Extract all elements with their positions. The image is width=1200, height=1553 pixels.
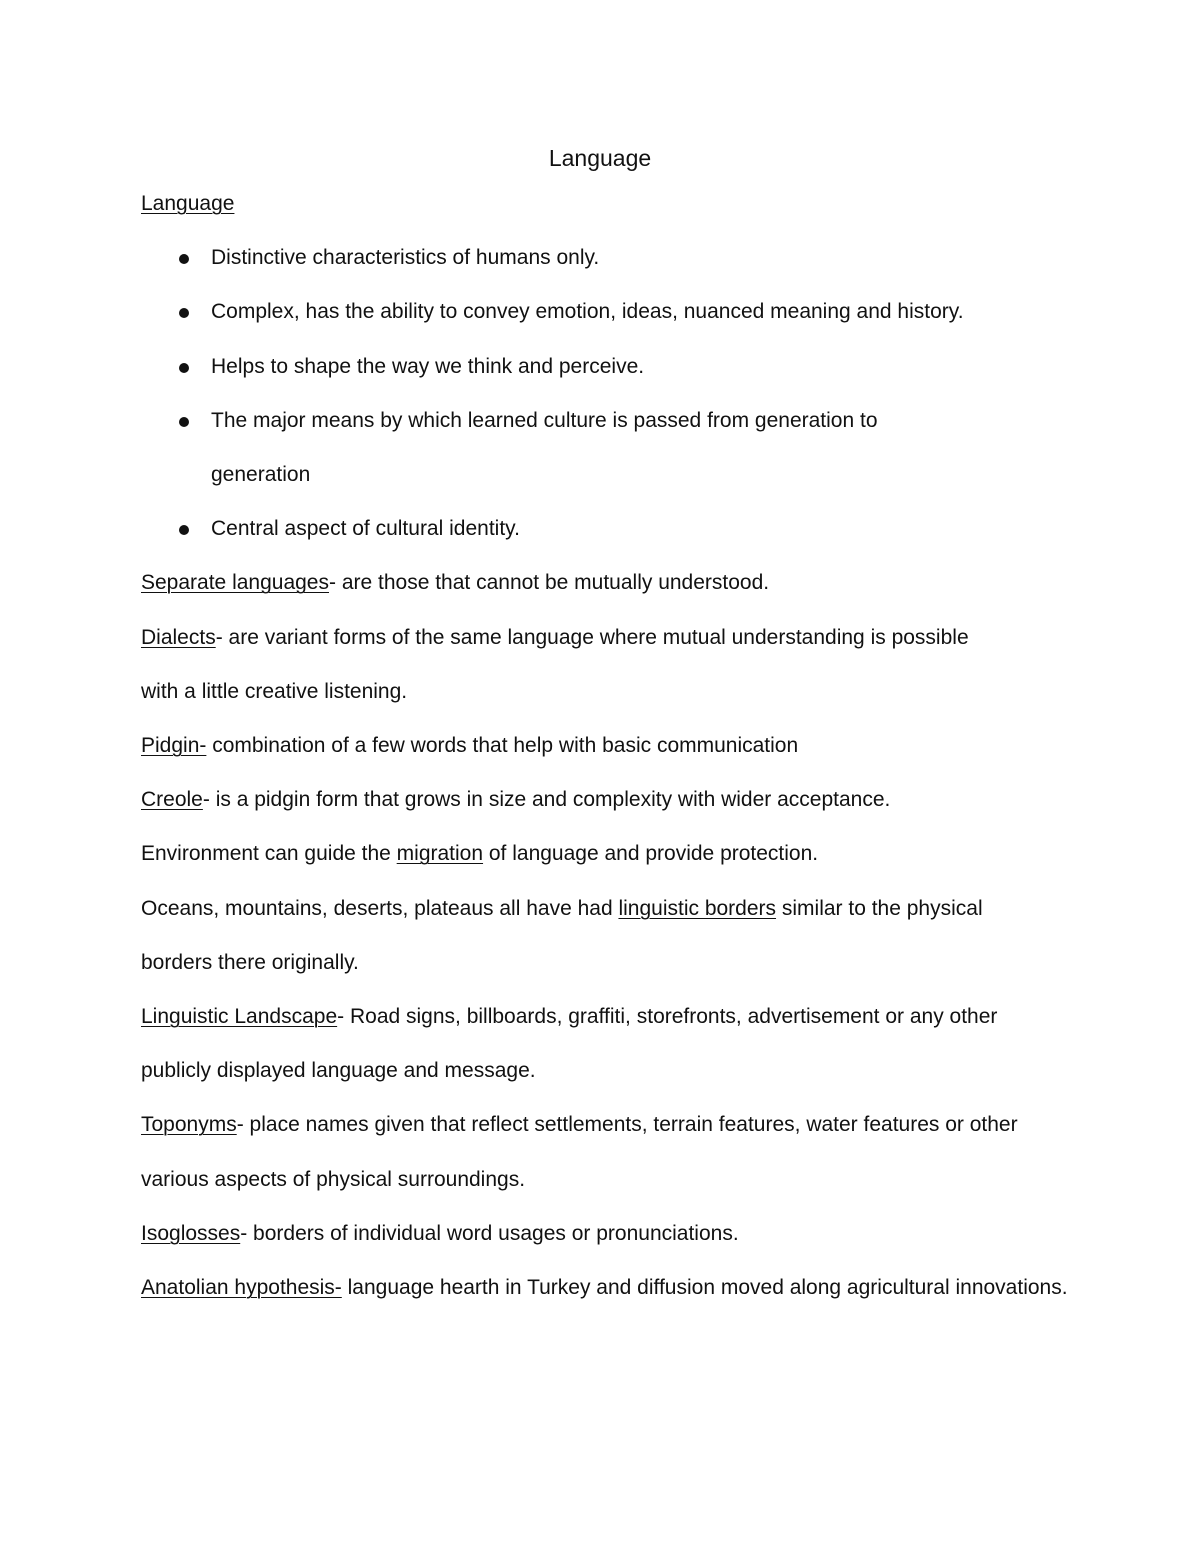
- definition-paragraph: [141, 990, 1071, 1098]
- bullet-text: Distinctive characteristics of humans only.: [211, 246, 600, 270]
- bullet-icon: [179, 525, 189, 535]
- bullet-item: [141, 231, 1071, 285]
- section-heading: Language: [141, 192, 235, 215]
- bullet-text: Complex, has the ability to convey emotion, ideas, nuanced meaning and history.: [211, 300, 964, 324]
- definition-paragraph: [141, 1207, 1071, 1261]
- definition-term: Pidgin-: [141, 734, 207, 758]
- paragraph-text: - borders of individual word usages or pronunciations.: [240, 1221, 739, 1245]
- definition-term: Toponyms: [141, 1113, 237, 1137]
- bullet-icon: [179, 363, 189, 373]
- paragraph-text: of language and provide protection.: [483, 842, 819, 866]
- definition-term: Separate languages: [141, 571, 329, 595]
- bullet-icon: [179, 417, 189, 427]
- paragraph-text: - Road signs, billboards, graffiti, storefronts, advertisement or any other publicly displayed language and message.: [141, 1005, 998, 1083]
- definition-term: migration: [396, 842, 484, 866]
- paragraph-text: - is a pidgin form that grows in size and complexity with wider acceptance.: [202, 788, 891, 812]
- bullet-item: [141, 340, 1071, 394]
- definition-term: Dialects: [141, 625, 216, 649]
- definition-term: Anatolian hypothesis-: [141, 1276, 342, 1300]
- definition-paragraph: [141, 773, 1071, 827]
- paragraph-text: - are those that cannot be mutually understood.: [329, 571, 770, 595]
- document-title: Language: [548, 145, 652, 171]
- definition-paragraph: [141, 611, 1071, 719]
- paragraph-text: Oceans, mountains, deserts, plateaus all have had: [141, 896, 619, 920]
- bullet-item: [141, 394, 1071, 502]
- bullet-icon: [179, 308, 189, 318]
- paragraph-text: combination of a few words that help with basic communication: [206, 734, 799, 758]
- bullet-text: Central aspect of cultural identity.: [211, 517, 520, 541]
- bullet-icon: [179, 254, 189, 264]
- definition-paragraph: [141, 1098, 1071, 1206]
- bullet-item: [141, 502, 1071, 556]
- paragraph-text: language hearth in Turkey and diffusion moved along agricultural innovations.: [341, 1276, 1068, 1300]
- paragraph-text: - are variant forms of the same language where mutual understanding is possible with a little creative listening.: [141, 625, 969, 703]
- definition-term: Linguistic Landscape: [141, 1005, 338, 1029]
- definition-paragraph: [141, 1261, 1071, 1315]
- paragraph-text: Environment can guide the: [141, 842, 397, 866]
- definition-term: linguistic borders: [618, 896, 777, 920]
- definition-term: Isoglosses: [141, 1221, 241, 1245]
- definition-paragraph: [141, 882, 1071, 990]
- definition-term: Creole: [141, 788, 203, 812]
- paragraph-text: - place names given that reflect settlements, terrain features, water features or other various aspects of physical surroundings.: [141, 1113, 1018, 1191]
- definition-paragraph: [141, 827, 1071, 881]
- paragraph-text: similar to the physical borders there originally.: [141, 896, 983, 974]
- bullet-text: Helps to shape the way we think and perceive.: [211, 354, 645, 378]
- bullet-list: [141, 231, 1071, 556]
- document-body: [141, 177, 1071, 1315]
- definition-paragraph: [141, 556, 1071, 610]
- bullet-item: [141, 285, 1071, 339]
- definition-paragraph: [141, 719, 1071, 773]
- bullet-text: The major means by which learned culture is passed from generation to generation: [211, 408, 878, 487]
